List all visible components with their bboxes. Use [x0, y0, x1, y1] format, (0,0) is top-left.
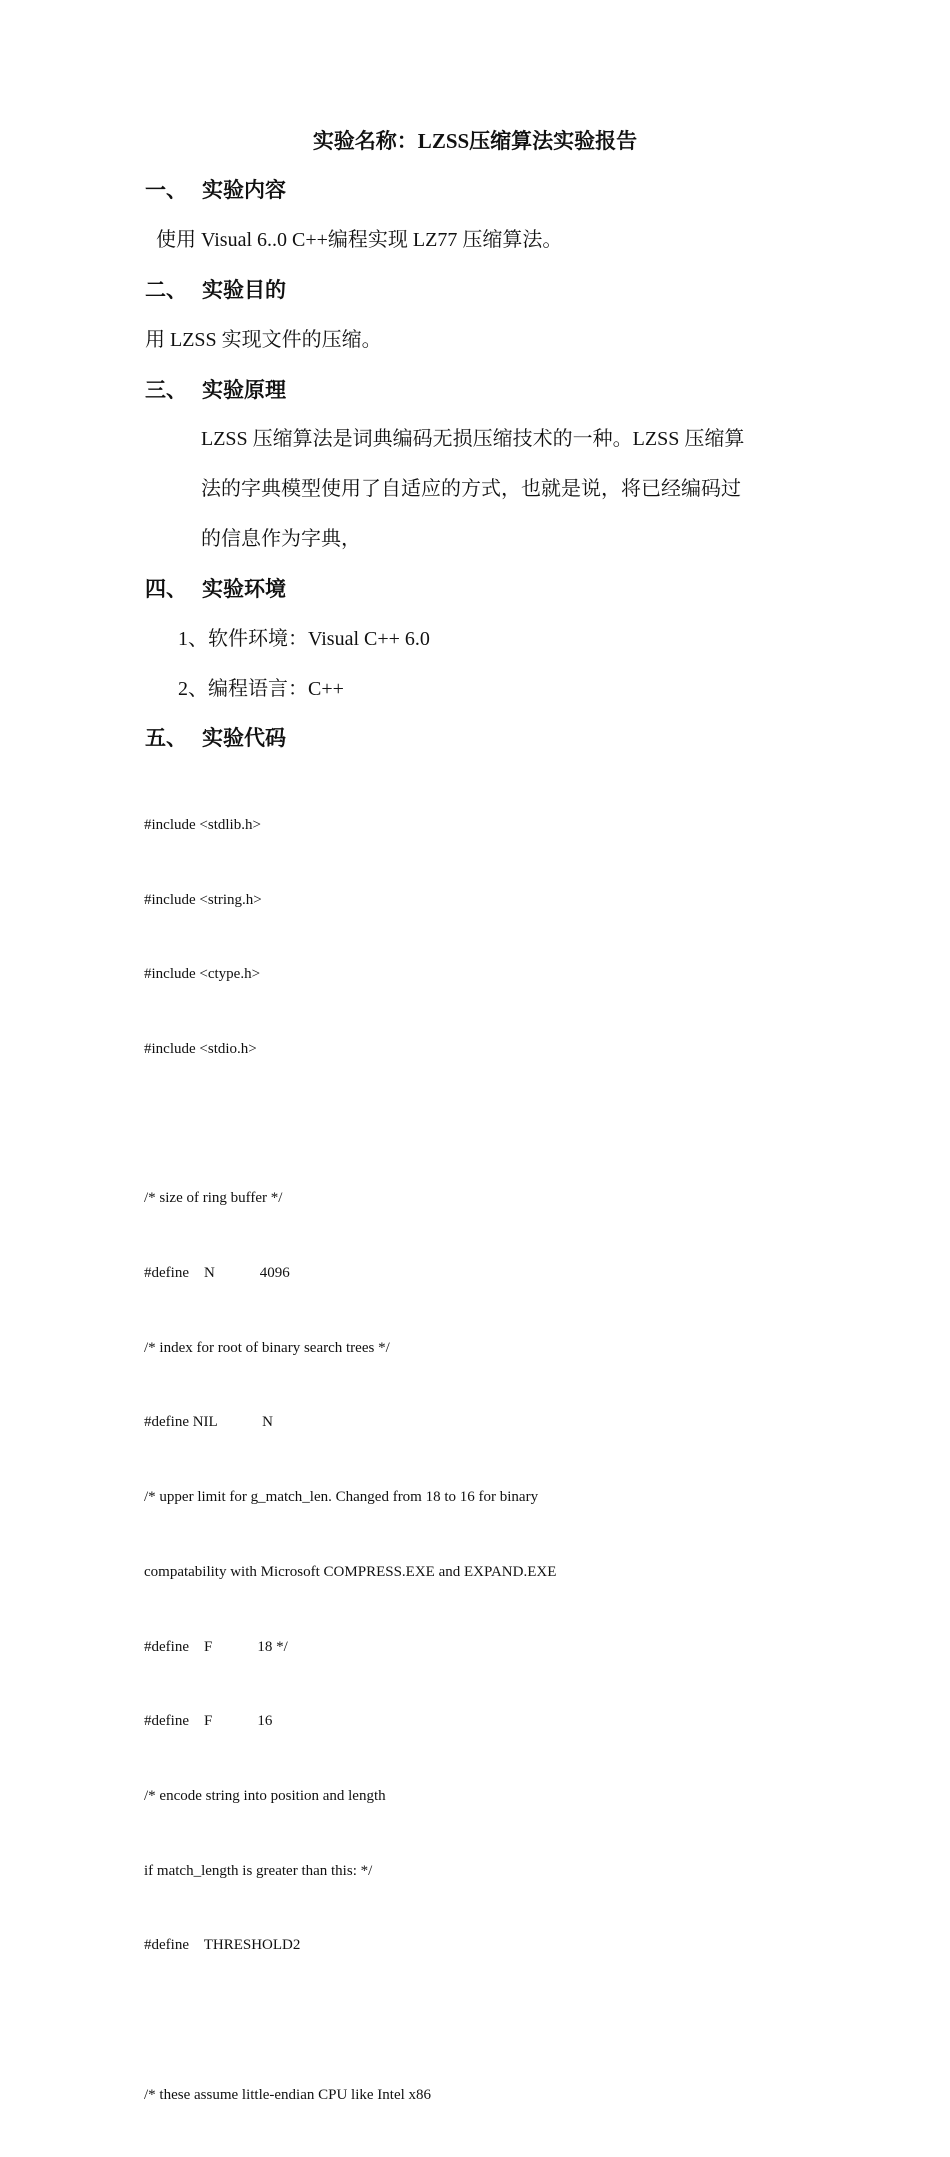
section-title: 实验环境	[202, 577, 286, 601]
code-line: /* these assume little-endian CPU like Intel x86	[144, 2086, 432, 2103]
code-line: #include <string.h>	[144, 891, 262, 908]
section-number: 五、	[145, 726, 187, 750]
code-line	[144, 2008, 556, 2033]
section-number: 一、	[145, 178, 187, 202]
section-heading-code	[145, 723, 286, 753]
code-line	[144, 1112, 556, 1137]
principle-paragraph	[201, 414, 813, 564]
section-heading-content	[145, 175, 286, 205]
section-heading-environment	[145, 574, 286, 604]
code-block	[144, 763, 556, 2157]
section-number: 二、	[145, 278, 187, 302]
section-title: 实验目的	[202, 278, 286, 302]
content-paragraph: 使用 Visual 6..0 C++编程实现 LZ77 压缩算法。	[156, 229, 563, 251]
code-line: #define THRESHOLD2	[144, 1937, 301, 1954]
section-number: 四、	[145, 577, 187, 601]
code-line: #define N 4096	[144, 1265, 290, 1282]
section-title: 实验内容	[202, 178, 286, 202]
principle-line: 法的字典模型使用了自适应的方式，也就是说，将已经编码过	[201, 478, 741, 500]
code-line: #define NIL N	[144, 1414, 273, 1431]
section-number: 三、	[145, 378, 187, 402]
principle-line: 的信息作为字典，	[201, 528, 361, 550]
document-title: 实验名称：LZSS压缩算法实验报告	[312, 129, 638, 153]
code-line: if match_length is greater than this: */	[144, 1862, 373, 1879]
code-line: /* index for root of binary search trees */	[144, 1339, 390, 1356]
code-line: #define F 18 */	[144, 1638, 288, 1655]
environment-item: 1、软件环境：Visual C++ 6.0	[178, 628, 430, 650]
section-heading-principle	[145, 375, 286, 405]
code-line: #include <ctype.h>	[144, 966, 261, 983]
code-line: /* upper limit for g_match_len. Changed from 18 to 16 for binary	[144, 1489, 539, 1506]
principle-line: LZSS 压缩算法是词典编码无损压缩技术的一种。LZSS 压缩算	[201, 428, 745, 450]
environment-item: 2、编程语言：C++	[178, 678, 344, 700]
purpose-paragraph: 用 LZSS 实现文件的压缩。	[145, 329, 382, 351]
code-line: #define F 16	[144, 1713, 273, 1730]
code-line: /* size of ring buffer */	[144, 1190, 283, 1207]
code-line: #include <stdlib.h>	[144, 816, 261, 833]
section-title: 实验代码	[202, 726, 286, 750]
code-line: /* encode string into position and length	[144, 1787, 386, 1804]
code-line: compatability with Microsoft COMPRESS.EXE and EXPAND.EXE	[144, 1563, 557, 1580]
code-line: #include <stdio.h>	[144, 1040, 257, 1057]
section-title: 实验原理	[202, 378, 286, 402]
section-heading-purpose	[145, 275, 286, 305]
